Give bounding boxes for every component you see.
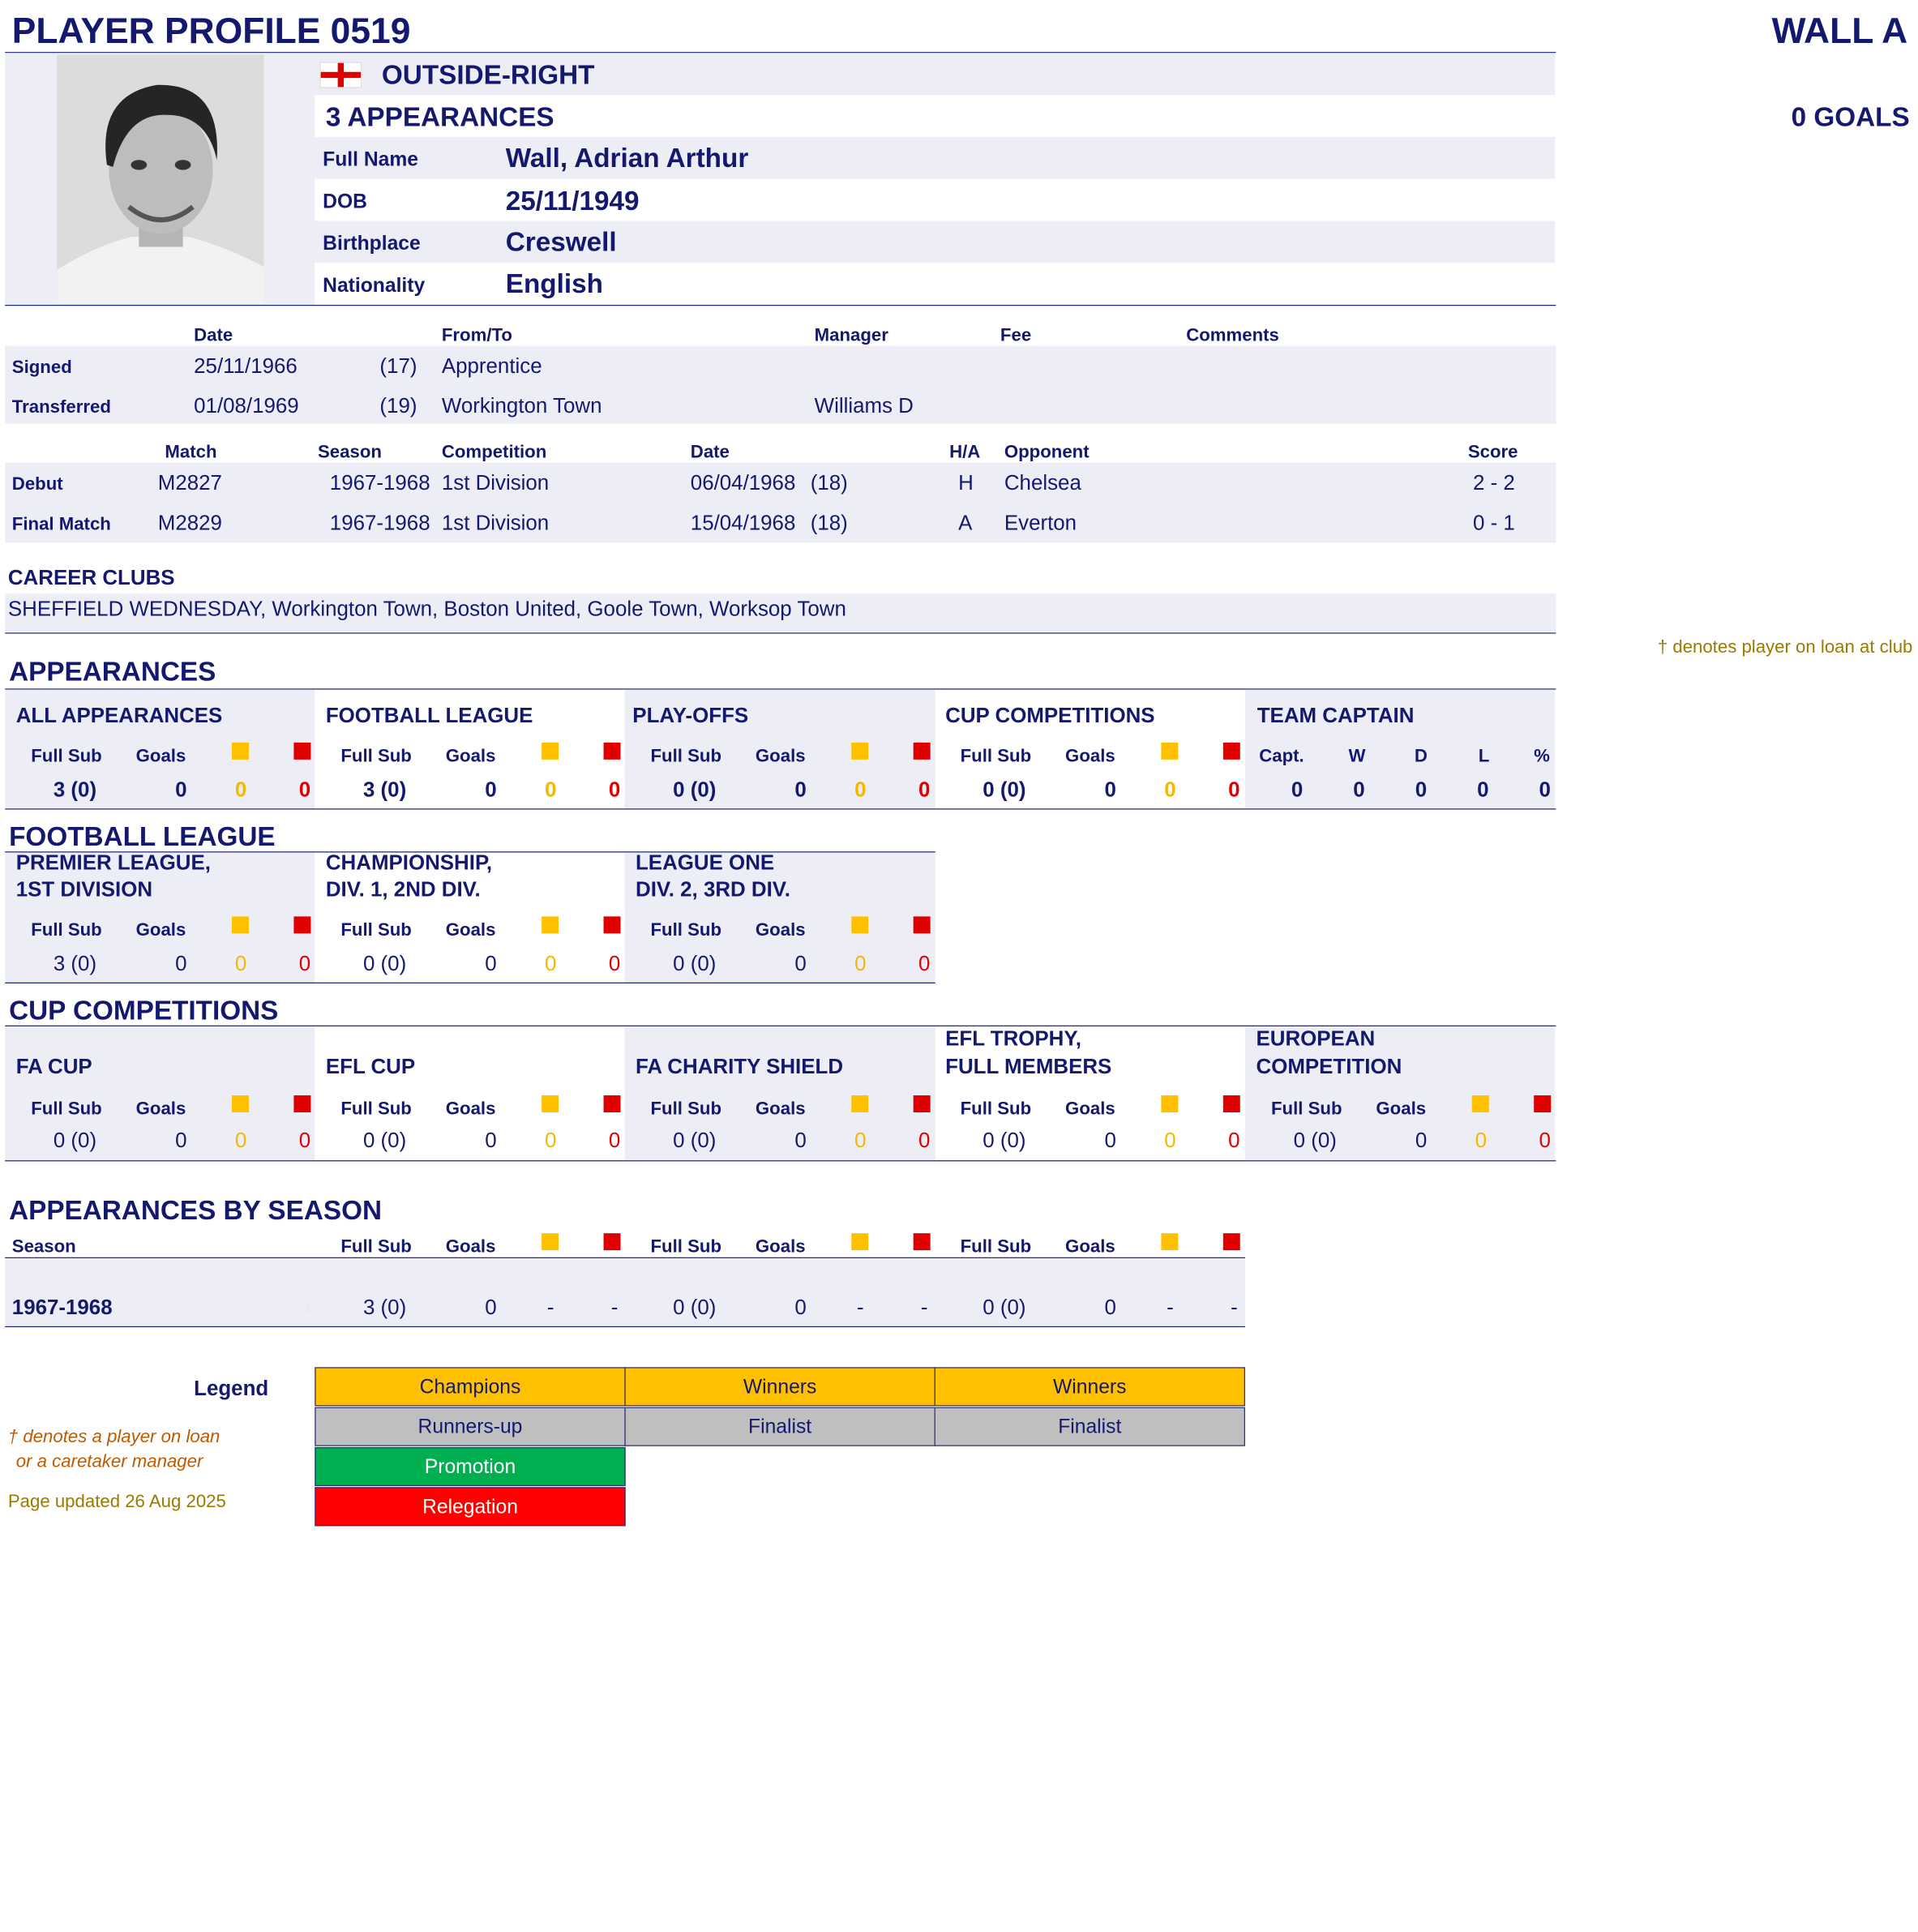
full-sub-value: 3 (0) bbox=[53, 778, 97, 802]
yellow-card-value: 0 bbox=[1475, 1129, 1488, 1153]
goals-header: Goals bbox=[1065, 1098, 1115, 1119]
block-title: CUP COMPETITIONS bbox=[945, 705, 1155, 728]
goals-value: 0 bbox=[1104, 1129, 1116, 1153]
block-title: FA CHARITY SHIELD bbox=[635, 1055, 844, 1079]
full-sub-header: Full Sub bbox=[31, 1098, 102, 1119]
yellow-card-value: - bbox=[546, 1296, 554, 1320]
red-card-value: 0 bbox=[298, 1129, 311, 1153]
legend-winners: Winners bbox=[624, 1367, 935, 1406]
goals-header: Goals bbox=[1376, 1098, 1427, 1119]
detail-value: 25/11/1949 bbox=[505, 186, 640, 216]
goals-header: Goals bbox=[755, 1236, 806, 1257]
block-title: 1ST DIVISION bbox=[15, 878, 153, 902]
full-sub-header: Full Sub bbox=[1270, 1098, 1342, 1119]
goals-header: Goals bbox=[445, 1098, 496, 1119]
red-card-value: 0 bbox=[608, 952, 621, 976]
legend-note: or a caretaker manager bbox=[15, 1450, 203, 1471]
block-title: FOOTBALL LEAGUE bbox=[325, 705, 533, 728]
england-flag-icon bbox=[319, 62, 362, 88]
yellow-card-value: 0 bbox=[234, 1129, 247, 1153]
red-card-icon bbox=[1223, 1095, 1240, 1112]
goals-total: 0 GOALS bbox=[1791, 101, 1910, 132]
yellow-card-value: 0 bbox=[234, 778, 247, 802]
detail-label: Nationality bbox=[323, 274, 426, 298]
red-card-value: - bbox=[1231, 1296, 1238, 1320]
full-sub-value: 0 (0) bbox=[983, 1296, 1026, 1320]
yellow-card-icon bbox=[1472, 1095, 1489, 1112]
red-card-icon bbox=[604, 743, 621, 760]
full-sub-value: 0 (0) bbox=[53, 1129, 97, 1153]
red-card-value: 0 bbox=[918, 952, 931, 976]
season-header: Season bbox=[11, 1236, 76, 1257]
league-title: FOOTBALL LEAGUE bbox=[9, 821, 276, 852]
red-card-value: 0 bbox=[1539, 1129, 1551, 1153]
detail-value: English bbox=[505, 268, 603, 299]
player-short-name: WALL A bbox=[1771, 10, 1908, 51]
block-title: EUROPEAN bbox=[1256, 1027, 1376, 1051]
block-title: CHAMPIONSHIP, bbox=[325, 851, 493, 875]
red-card-icon bbox=[1223, 743, 1240, 760]
full-sub-header: Full Sub bbox=[650, 1236, 722, 1257]
detail-label: Birthplace bbox=[323, 233, 421, 255]
season-label: 1967-1968 bbox=[11, 1296, 113, 1320]
goals-header: Goals bbox=[755, 745, 806, 766]
full-sub-header: Full Sub bbox=[650, 1098, 722, 1119]
goals-value: 0 bbox=[485, 1129, 497, 1153]
yellow-card-value: - bbox=[857, 1296, 864, 1320]
goals-value: 0 bbox=[175, 778, 187, 802]
goals-header: Goals bbox=[135, 745, 186, 766]
yellow-card-icon bbox=[1161, 1233, 1178, 1250]
goals-header: Goals bbox=[1065, 745, 1115, 766]
full-sub-value: 0 (0) bbox=[1293, 1129, 1337, 1153]
block-title: COMPETITION bbox=[1256, 1055, 1402, 1079]
full-sub-value: 0 (0) bbox=[673, 1129, 717, 1153]
full-sub-header: Full Sub bbox=[650, 745, 722, 766]
full-sub-header: Full Sub bbox=[340, 919, 412, 940]
full-sub-header: Full Sub bbox=[31, 919, 102, 940]
full-sub-value: 0 (0) bbox=[362, 1129, 407, 1153]
red-card-icon bbox=[914, 1095, 931, 1112]
player-photo-icon bbox=[57, 55, 263, 304]
detail-value: Creswell bbox=[505, 226, 617, 257]
red-card-value: 0 bbox=[918, 1129, 931, 1153]
goals-value: 0 bbox=[794, 778, 807, 802]
full-sub-value: 3 (0) bbox=[362, 1296, 407, 1320]
full-sub-header: Full Sub bbox=[960, 1236, 1032, 1257]
loan-note: † denotes player on loan at club bbox=[1657, 636, 1913, 657]
red-card-icon bbox=[293, 1095, 310, 1112]
goals-header: Goals bbox=[445, 919, 496, 940]
block-title: FULL MEMBERS bbox=[945, 1055, 1112, 1079]
appearances-total: 3 APPEARANCES bbox=[325, 101, 554, 132]
full-sub-header: Full Sub bbox=[340, 1098, 412, 1119]
red-card-value: 0 bbox=[1228, 1129, 1240, 1153]
full-sub-value: 0 (0) bbox=[673, 1296, 717, 1320]
goals-value: 0 bbox=[485, 1296, 497, 1320]
goals-header: Goals bbox=[755, 919, 806, 940]
yellow-card-icon bbox=[232, 916, 249, 933]
goals-header: Goals bbox=[445, 745, 496, 766]
position: OUTSIDE-RIGHT bbox=[381, 59, 595, 90]
full-sub-header: Full Sub bbox=[960, 1098, 1032, 1119]
yellow-card-value: 0 bbox=[545, 778, 557, 802]
block-title: EFL TROPHY, bbox=[945, 1027, 1081, 1051]
legend-champions: Champions bbox=[315, 1367, 625, 1406]
goals-value: 0 bbox=[485, 952, 497, 976]
full-sub-value: 0 (0) bbox=[983, 778, 1026, 802]
block-title: DIV. 2, 3RD DIV. bbox=[635, 878, 790, 902]
full-sub-header: Full Sub bbox=[960, 745, 1032, 766]
block-title: PREMIER LEAGUE, bbox=[15, 851, 211, 875]
yellow-card-icon bbox=[542, 743, 559, 760]
yellow-card-icon bbox=[232, 1095, 249, 1112]
goals-value: 0 bbox=[794, 1129, 807, 1153]
red-card-value: 0 bbox=[1228, 778, 1240, 802]
block-title: LEAGUE ONE bbox=[635, 851, 775, 875]
legend-runners-up: Runners-up bbox=[315, 1407, 625, 1446]
yellow-card-value: 0 bbox=[545, 1129, 557, 1153]
season-marker: 1 bbox=[306, 1300, 313, 1315]
full-sub-header: Full Sub bbox=[31, 745, 102, 766]
block-title: ALL APPEARANCES bbox=[15, 705, 223, 728]
red-card-icon bbox=[604, 1095, 621, 1112]
yellow-card-icon bbox=[232, 743, 249, 760]
full-sub-header: Full Sub bbox=[650, 919, 722, 940]
red-card-icon bbox=[293, 916, 310, 933]
goals-value: 0 bbox=[794, 952, 807, 976]
yellow-card-value: 0 bbox=[234, 952, 247, 976]
page: PLAYER PROFILE 0519 WALL A OUTSIDE-RIGHT 3 APPEARANCES 0 GOALS Full Name Wall, Adrian Arthur DOB 25/11/1949 Birthplace Creswell Nationality English Date From/To Manager Fee Comments Signed 25/11/1966 (17) Apprentice Transferred 01/08/1969 (19) Workington Town Williams D Match Season Competition Date H/A Opponent Score Debut M2827 1967-1968 1st Division 06/04/1968 (18) H Chelsea 2 - 2 Final Match M2829 1967-1968 1st Division 15/04/1968 (18) A Everton 0 - 1 CAREER CLUBS SHEFFIELD WEDNESDAY, Workington Town, Boston United, Goole Town, Worksop Town † denotes player on loan at club APPEARANCES ALL APPEARANCES Full Sub Goals 3 (0) 0 0 0 FOOTBALL LEAGUE Full Sub Goals 3 (0) 0 0 0 PLAY-OFFS Full Sub Goals 0 (0) 0 0 0 CUP COMPETITIONS Full Sub Goals 0 (0) 0 0 0 TEAM CAPTAIN Capt. W D L % 0 0 0 0 0 FOOTBALL LEAGUE PREMIER LEAGUE, 1ST DIVISION Full Sub Goals 3 (0) 0 0 0 CHAMPIONSHIP, DIV. 1, 2ND DIV. Full Sub Goals 0 (0) 0 0 0 LEAGUE ONE DIV. 2, 3RD DIV. Full Sub Goals 0 (0) 0 0 0 CUP COMPETITIONS FA CUP Full Sub Goals 0 (0) 0 0 0 EFL CUP Full Sub Goals 0 (0) 0 0 0 FA CHARITY SHIELD Full Sub Goals 0 (0) 0 0 0 EFL TROPHY, FULL MEMBERS Full Sub Goals 0 (0) 0 0 0 EUROPEAN COMPETITION Full Sub Goals 0 (0) 0 0 0 APPEARANCES BY SEASON Season Full Sub Goals Full Sub Goals Full Sub Goals 1967-1968 1 3 (0) 0 - - 0 (0) 0 - - 0 (0) 0 - - Legend Champions Winners Winners Runners-up Finalist Finalist Promotion Relegation † denotes a player on loan or a caretaker manager Page updated 26 Aug 2025 bbox=[0, 0, 1918, 1932]
red-card-icon bbox=[604, 916, 621, 933]
full-sub-value: 3 (0) bbox=[53, 952, 97, 976]
full-sub-value: 0 (0) bbox=[673, 952, 717, 976]
goals-header: Goals bbox=[135, 1098, 186, 1119]
page-title: PLAYER PROFILE 0519 bbox=[11, 10, 411, 51]
yellow-card-value: 0 bbox=[854, 1129, 867, 1153]
career-title: CAREER CLUBS bbox=[7, 566, 175, 590]
red-card-value: 0 bbox=[608, 778, 621, 802]
yellow-card-icon bbox=[851, 743, 868, 760]
red-card-icon bbox=[914, 743, 931, 760]
detail-label: DOB bbox=[323, 191, 367, 213]
red-card-value: 0 bbox=[298, 778, 311, 802]
career-clubs: SHEFFIELD WEDNESDAY, Workington Town, Boston United, Goole Town, Worksop Town bbox=[7, 598, 846, 621]
full-sub-value: 3 (0) bbox=[362, 778, 407, 802]
yellow-card-icon bbox=[851, 1233, 868, 1250]
yellow-card-icon bbox=[542, 1233, 559, 1250]
goals-header: Goals bbox=[445, 1236, 496, 1257]
red-card-icon bbox=[1223, 1233, 1240, 1250]
goals-header: Goals bbox=[135, 919, 186, 940]
red-card-value: 0 bbox=[608, 1129, 621, 1153]
by-season-title: APPEARANCES BY SEASON bbox=[9, 1195, 383, 1226]
legend-title: Legend bbox=[194, 1377, 269, 1401]
yellow-card-value: 0 bbox=[1164, 1129, 1176, 1153]
full-sub-header: Full Sub bbox=[340, 745, 412, 766]
page-updated: Page updated 26 Aug 2025 bbox=[7, 1491, 226, 1511]
red-card-icon bbox=[293, 743, 310, 760]
legend-promotion: Promotion bbox=[315, 1447, 625, 1486]
red-card-value: - bbox=[610, 1296, 619, 1320]
red-card-icon bbox=[604, 1233, 621, 1250]
yellow-card-value: 0 bbox=[854, 778, 867, 802]
detail-value: Wall, Adrian Arthur bbox=[505, 143, 749, 173]
block-title: DIV. 1, 2ND DIV. bbox=[325, 878, 481, 902]
goals-value: 0 bbox=[1104, 778, 1116, 802]
legend-finalist: Finalist bbox=[624, 1407, 935, 1446]
red-card-value: 0 bbox=[918, 778, 931, 802]
full-sub-value: 0 (0) bbox=[983, 1129, 1026, 1153]
yellow-card-icon bbox=[851, 916, 868, 933]
legend-note: † denotes a player on loan bbox=[7, 1426, 220, 1446]
goals-header: Goals bbox=[755, 1098, 806, 1119]
red-card-icon bbox=[914, 1233, 931, 1250]
goals-value: 0 bbox=[794, 1296, 807, 1320]
legend-winners: Winners bbox=[935, 1367, 1245, 1406]
goals-value: 0 bbox=[175, 952, 187, 976]
detail-label: Full Name bbox=[323, 148, 418, 171]
red-card-value: - bbox=[920, 1296, 928, 1320]
yellow-card-value: 0 bbox=[1164, 778, 1176, 802]
red-card-icon bbox=[914, 916, 931, 933]
yellow-card-icon bbox=[1161, 1095, 1178, 1112]
yellow-card-value: 0 bbox=[854, 952, 867, 976]
block-title: PLAY-OFFS bbox=[632, 705, 749, 728]
yellow-card-icon bbox=[542, 916, 559, 933]
yellow-card-value: 0 bbox=[545, 952, 557, 976]
yellow-card-icon bbox=[1161, 743, 1178, 760]
goals-value: 0 bbox=[1415, 1129, 1428, 1153]
appearances-title: APPEARANCES bbox=[9, 656, 216, 687]
goals-value: 0 bbox=[1104, 1296, 1116, 1320]
cups-title: CUP COMPETITIONS bbox=[9, 995, 279, 1026]
block-title: EFL CUP bbox=[325, 1055, 416, 1079]
legend-finalist: Finalist bbox=[935, 1407, 1245, 1446]
goals-value: 0 bbox=[175, 1129, 187, 1153]
goals-value: 0 bbox=[485, 778, 497, 802]
full-sub-value: 0 (0) bbox=[673, 778, 717, 802]
red-card-icon bbox=[1534, 1095, 1551, 1112]
yellow-card-icon bbox=[542, 1095, 559, 1112]
full-sub-value: 0 (0) bbox=[362, 952, 407, 976]
full-sub-header: Full Sub bbox=[340, 1236, 412, 1257]
red-card-value: 0 bbox=[298, 952, 311, 976]
yellow-card-value: - bbox=[1167, 1296, 1174, 1320]
legend-relegation: Relegation bbox=[315, 1487, 625, 1526]
yellow-card-icon bbox=[851, 1095, 868, 1112]
goals-header: Goals bbox=[1065, 1236, 1115, 1257]
block-title: FA CUP bbox=[15, 1055, 92, 1079]
